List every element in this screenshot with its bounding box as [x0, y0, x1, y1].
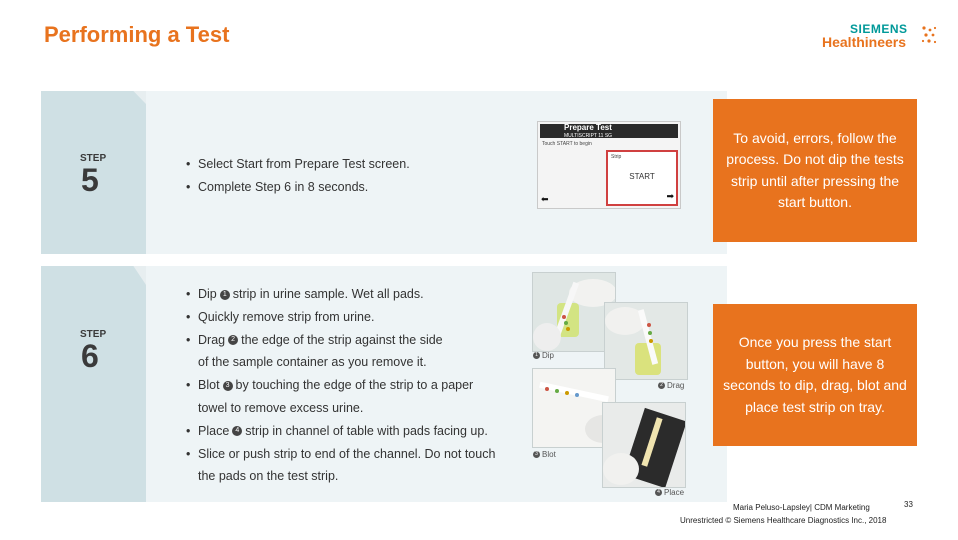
list-item: • Blot 3 by touching the edge of the strip to a paper: [186, 374, 495, 397]
screen-start-box: [606, 150, 678, 206]
screen-start-label: START: [629, 172, 655, 181]
logo-dots-icon: [920, 25, 938, 47]
screen-subtitle: MULTISCRIPT 11 SG: [564, 133, 613, 139]
place-illustration-icon: [603, 403, 686, 488]
callout-top: [713, 99, 917, 242]
screen-title: Prepare Test: [564, 123, 612, 132]
prepare-test-screen-image: [537, 121, 681, 209]
drag-photo: [604, 302, 688, 380]
step6-number: 6: [81, 338, 99, 374]
callout-bottom: [713, 304, 917, 446]
screen-side-text: Strip: [611, 154, 622, 160]
list-item: • Select Start from Prepare Test screen.: [186, 153, 410, 176]
step5-word: STEP: [80, 153, 107, 164]
screen-title-bar: [540, 124, 678, 138]
step6-bullets: [186, 283, 495, 488]
list-item: • Quickly remove strip from urine.: [186, 306, 495, 329]
list-item: • Complete Step 6 in 8 seconds.: [186, 176, 410, 199]
place-photo: [602, 402, 686, 488]
step6-tab: [41, 266, 146, 502]
list-item-continuation: towel to remove excess urine.: [198, 400, 364, 415]
dip-caption: 1 Dip: [533, 351, 554, 360]
blot-caption: 3 Blot: [533, 450, 556, 459]
logo-sub: Healthineers: [822, 34, 907, 50]
place-caption: 4 Place: [655, 488, 684, 497]
callout-bottom-text: Once you press the start button, you will have 8 seconds to dip, drag, blot and place test strip on tray.: [723, 334, 907, 415]
drag-caption: 2 Drag: [658, 381, 684, 390]
step6-word: STEP: [80, 329, 107, 340]
list-item: • Drag 2 the edge of the strip against the side: [186, 329, 495, 352]
page-number: 33: [904, 500, 913, 509]
screen-touch-text: Touch START to begin: [542, 141, 592, 147]
list-item: • Place 4 strip in channel of table with pads facing up.: [186, 420, 495, 443]
step5-bullets: [186, 153, 410, 199]
screen-forward-arrow-icon: ➡: [666, 191, 674, 201]
footer-legal: Unrestricted © Siemens Healthcare Diagnostics Inc., 2018: [680, 516, 887, 525]
logo-brand: SIEMENS: [850, 22, 908, 36]
drag-illustration-icon: [605, 303, 688, 380]
list-item-continuation: the pads on the test strip.: [198, 469, 339, 484]
screen-back-arrow-icon: ⬅: [541, 194, 549, 204]
list-item: • Slice or push strip to end of the channel. Do not touch: [186, 443, 495, 466]
callout-top-text: To avoid, errors, follow the process. Do not dip the tests strip until after pressing the start button.: [726, 129, 904, 210]
list-item-continuation: of the sample container as you remove it.: [198, 355, 427, 370]
siemens-healthineers-logo: [822, 22, 942, 52]
page-title: Performing a Test: [44, 22, 230, 47]
footer-author: Maria Peluso-Lapsley| CDM Marketing: [733, 503, 870, 512]
list-item: • Dip 1 strip in urine sample. Wet all pads.: [186, 283, 495, 306]
step5-number: 5: [81, 162, 99, 198]
